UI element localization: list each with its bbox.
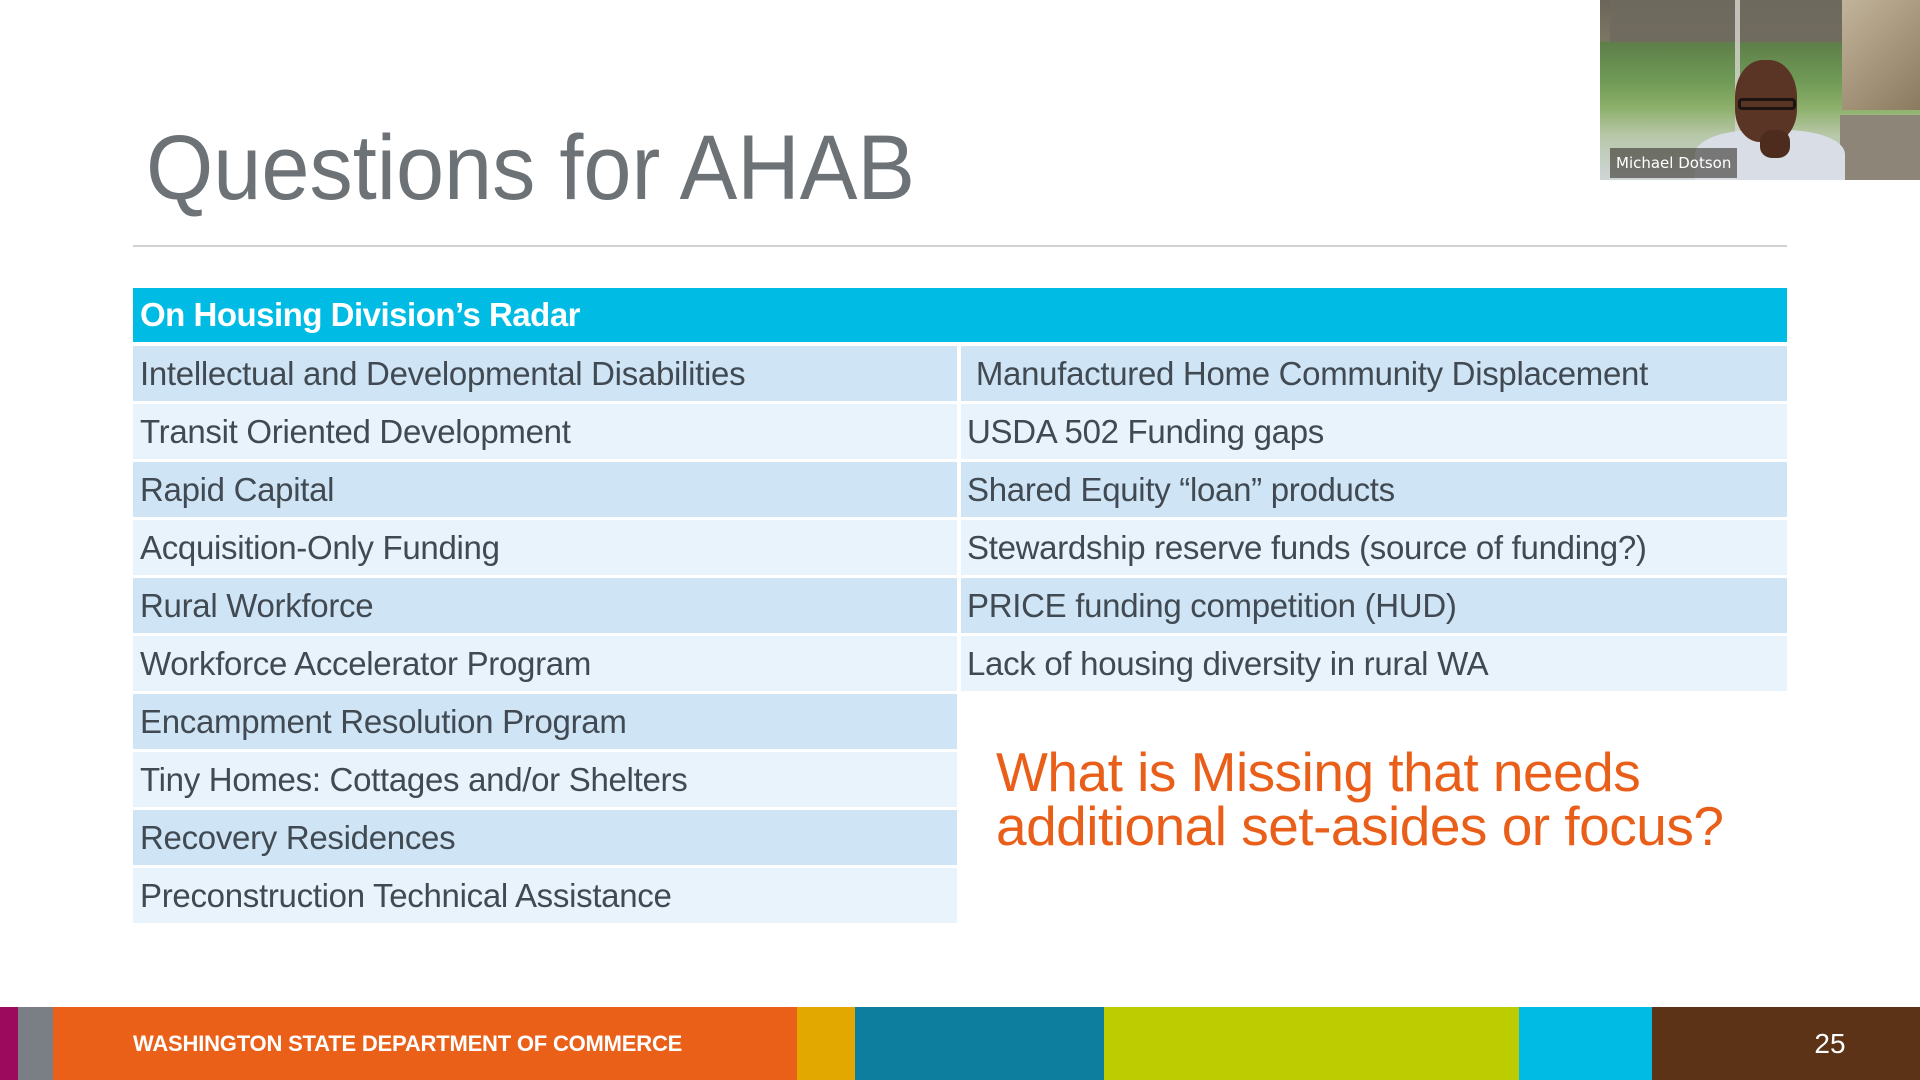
footer-band-magenta [0,1007,18,1080]
table-cell: Preconstruction Technical Assistance [133,868,957,923]
video-background-cabinet [1842,0,1920,110]
title-divider [133,245,1787,247]
participant-hand [1760,130,1790,158]
right-column [961,346,1787,694]
table-cell: Intellectual and Developmental Disabilities [133,346,957,401]
table-cell: Recovery Residences [133,810,957,865]
table-cell: USDA 502 Funding gaps [961,404,1787,459]
table-cell: PRICE funding competition (HUD) [961,578,1787,633]
table-cell: Tiny Homes: Cottages and/or Shelters [133,752,957,807]
left-column [133,346,957,926]
table-cell: Workforce Accelerator Program [133,636,957,691]
slide-footer [0,1007,1920,1080]
footer-band-yellow [797,1007,855,1080]
footer-band-teal [855,1007,1104,1080]
table-cell: Acquisition-Only Funding [133,520,957,575]
table-cell: Encampment Resolution Program [133,694,957,749]
table-cell: Rural Workforce [133,578,957,633]
missing-focus-question: What is Missing that needs additional set-asides or focus? [996,741,1724,857]
table-cell: Stewardship reserve funds (source of funding?) [961,520,1787,575]
participant-name-label: Michael Dotson [1610,148,1737,178]
footer-band-cyan [1519,1007,1652,1080]
table-cell: Lack of housing diversity in rural WA [961,636,1787,691]
table-header: On Housing Division’s Radar [133,288,1787,342]
page-number: 25 [1814,1027,1846,1059]
slide-title: Questions for AHAB [146,117,916,219]
video-background-shelf [1840,115,1920,180]
table-cell: Rapid Capital [133,462,957,517]
organization-name: WASHINGTON STATE DEPARTMENT OF COMMERCE [133,1030,683,1056]
participant-glasses [1738,98,1796,110]
table-cell: Shared Equity “loan” products [961,462,1787,517]
footer-band-lime [1104,1007,1519,1080]
table-cell: Manufactured Home Community Displacement [961,346,1787,401]
footer-band-gray [18,1007,53,1080]
table-cell: Transit Oriented Development [133,404,957,459]
participant-video-tile[interactable] [1600,0,1920,180]
